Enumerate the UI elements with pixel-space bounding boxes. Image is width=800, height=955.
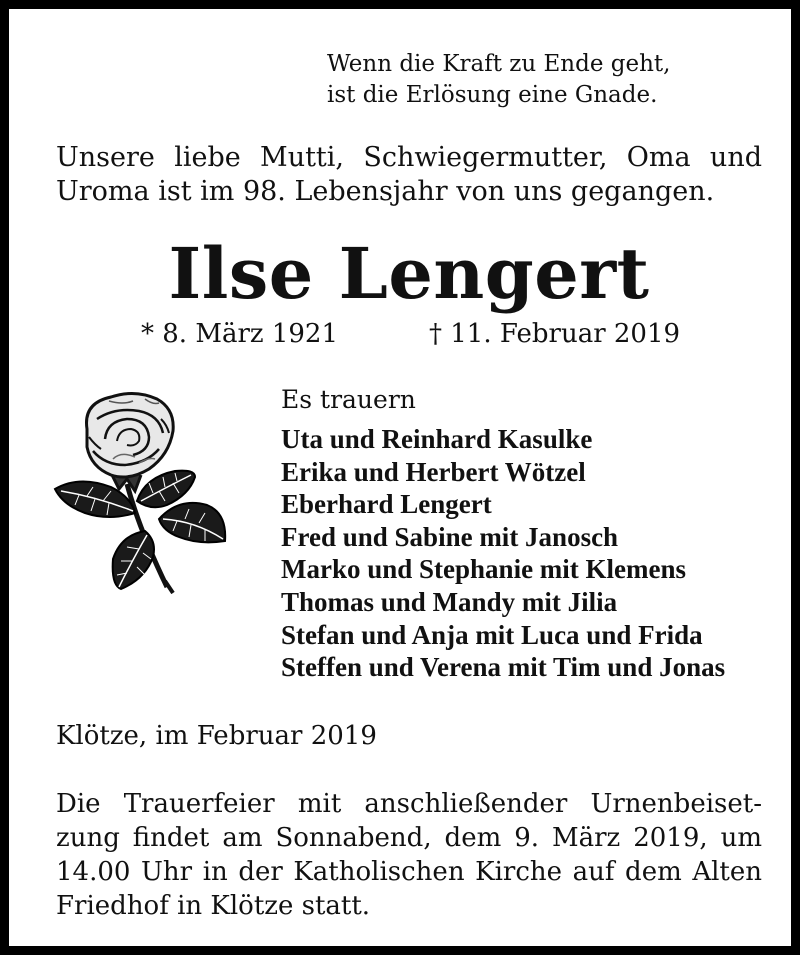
list-item: Marko und Stephanie mit Klemens [281, 554, 687, 585]
service-line-3: 14.00 Uhr in der Katholischen Kirche auf dem Alten [56, 857, 762, 887]
intro-text: Unsere liebe Mutti, Schwiegermutter, Oma und Uroma ist im 98. Lebensjahr von uns gegangen. [56, 142, 762, 207]
rose-icon [49, 389, 239, 594]
motto-line-2: ist die Erlösung eine Gnade. [327, 82, 658, 108]
deceased-name: Ilse Lengert [168, 232, 650, 315]
place-date: Klötze, im Februar 2019 [56, 721, 377, 751]
list-item: Thomas und Mandy mit Jilia [281, 586, 618, 617]
motto [327, 49, 687, 111]
mourners-list [281, 423, 725, 684]
death-date: † 11. Februar 2019 [429, 319, 681, 349]
list-item: Stefan und Anja mit Luca und Frida [281, 619, 703, 650]
service-line-1: Die Trauerfeier mit anschließender Urnenbeiset- [56, 789, 762, 819]
service-info [56, 787, 762, 923]
service-line-2: zung findet am Sonnabend, dem 9. März 2019, um [56, 823, 762, 853]
service-line-4: Friedhof in Klötze statt. [56, 891, 371, 921]
list-item: Erika und Herbert Wötzel [281, 456, 586, 487]
mourners-label: Es trauern [281, 385, 416, 414]
list-item: Steffen und Verena mit Tim und Jonas [281, 652, 726, 683]
list-item: Fred und Sabine mit Janosch [281, 521, 619, 552]
motto-line-1: Wenn die Kraft zu Ende geht, [327, 51, 671, 77]
list-item: Uta und Reinhard Kasulke [281, 424, 593, 454]
list-item: Eberhard Lengert [281, 489, 492, 520]
birth-date: * 8. März 1921 [141, 319, 339, 349]
